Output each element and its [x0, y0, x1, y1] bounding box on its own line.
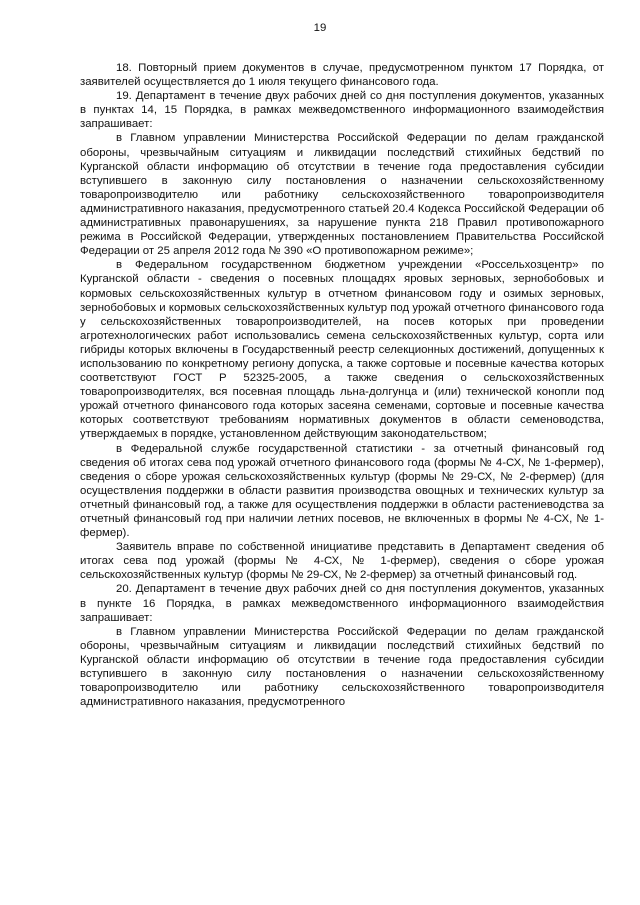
paragraph-19-rosstat: в Федеральной службе государственной статистики - за отчетный финансовый год сведения об итогах сева под урожай отчетного финансового года (формы № 4-СХ, № 1-фермер), сведения о сборе урожая сельскохозяйственных культур (формы № 29-СХ, № 2-фермер) (для осуществления поддержки в области развития производства овощных и технических культур за отчетный финансовый год, а также для осуществления поддержки в области растениеводства за отчетный финансовый год при наличии летних посевов, не включенных в формы № 4-СХ, № 1-фермер).	[80, 442, 604, 540]
paragraph-18: 18. Повторный прием документов в случае, предусмотренном пунктом 17 Порядка, от заявителей осуществляется до 1 июля текущего финансового года.	[80, 62, 604, 89]
page-number: 19	[313, 22, 327, 34]
paragraph-19: 19. Департамент в течение двух рабочих дней со дня поступления документов, указанных в пунктах 14, 15 Порядка, в рамках межведомственного информационного взаимодействия запрашивает:	[80, 90, 604, 131]
paragraph-19-mchs: в Главном управлении Министерства Российской Федерации по делам гражданской обороны, чрезвычайным ситуациям и ликвидации последствий стихийных бедствий по Курганской области информацию об отсутствии в течение года предоставления субсидии вступившего в законную силу постановления о назначении сельскохозяйственному товаропроизводителю или работнику сельскохозяйственного товаропроизводителя административного наказания, предусмотренного статьей 20.4 Кодекса Российской Федерации об административных правонарушениях, за нарушение пункта 218 Правил противопожарного режима в Российской Федерации, утвержденных постановлением Правительства Российской Федерации от 25 апреля 2012 года № 390 «О противопожарном режиме»;	[80, 132, 604, 258]
paragraph-19-rosselkhoztsentr: в Федеральном государственном бюджетном учреждении «Россельхозцентр» по Курганской области - сведения о посевных площадях яровых зерновых, зернобобовых и кормовых сельскохозяйственных культур в отчетном финансовом году и озимых зерновых, зернобобовых и кормовых сельскохозяйственных культур под урожай отчетного финансового года у сельскохозяйственных товаропроизводителей, на посев которых при проведении агротехнологических работ использовались семена сельскохозяйственных культур, сорта или гибриды которых включены в Государственный реестр селекционных достижений, допущенных к использованию по конкретному региону допуска, а также сортовые и посевные качества которых соответствуют ГОСТ Р 52325-2005, а также сведения о сельскохозяйственных товаропроизводителях, вся посевная площадь льна-долгунца и (или) технической конопли под урожай отчетного финансового года которых засеяна семенами, сортовые и посевные качества которых соответствуют требованиям нормативных документов в области семеноводства, утверждаемых в порядке, установленном действующим законодательством;	[80, 259, 604, 441]
paragraph-19-applicant-right: Заявитель вправе по собственной инициативе представить в Департамент сведения об итогах сева под урожай (формы № 4-СХ, № 1-фермер), сведения о сборе урожая сельскохозяйственных культур (формы № 29-СХ, № 2-фермер) за отчетный финансовый год.	[80, 541, 604, 582]
paragraph-20: 20. Департамент в течение двух рабочих дней со дня поступления документов, указанных в пункте 16 Порядка, в рамках межведомственного информационного взаимодействия запрашивает:	[80, 583, 604, 624]
document-body	[80, 61, 604, 709]
paragraph-20-mchs: в Главном управлении Министерства Российской Федерации по делам гражданской обороны, чрезвычайным ситуациям и ликвидации последствий стихийных бедствий по Курганской области информацию об отсутствии в течение года предоставления субсидии вступившего в законную силу постановления о назначении сельскохозяйственному товаропроизводителю или работнику сельскохозяйственного товаропроизводителя административного наказания, предусмотренного	[80, 625, 604, 709]
